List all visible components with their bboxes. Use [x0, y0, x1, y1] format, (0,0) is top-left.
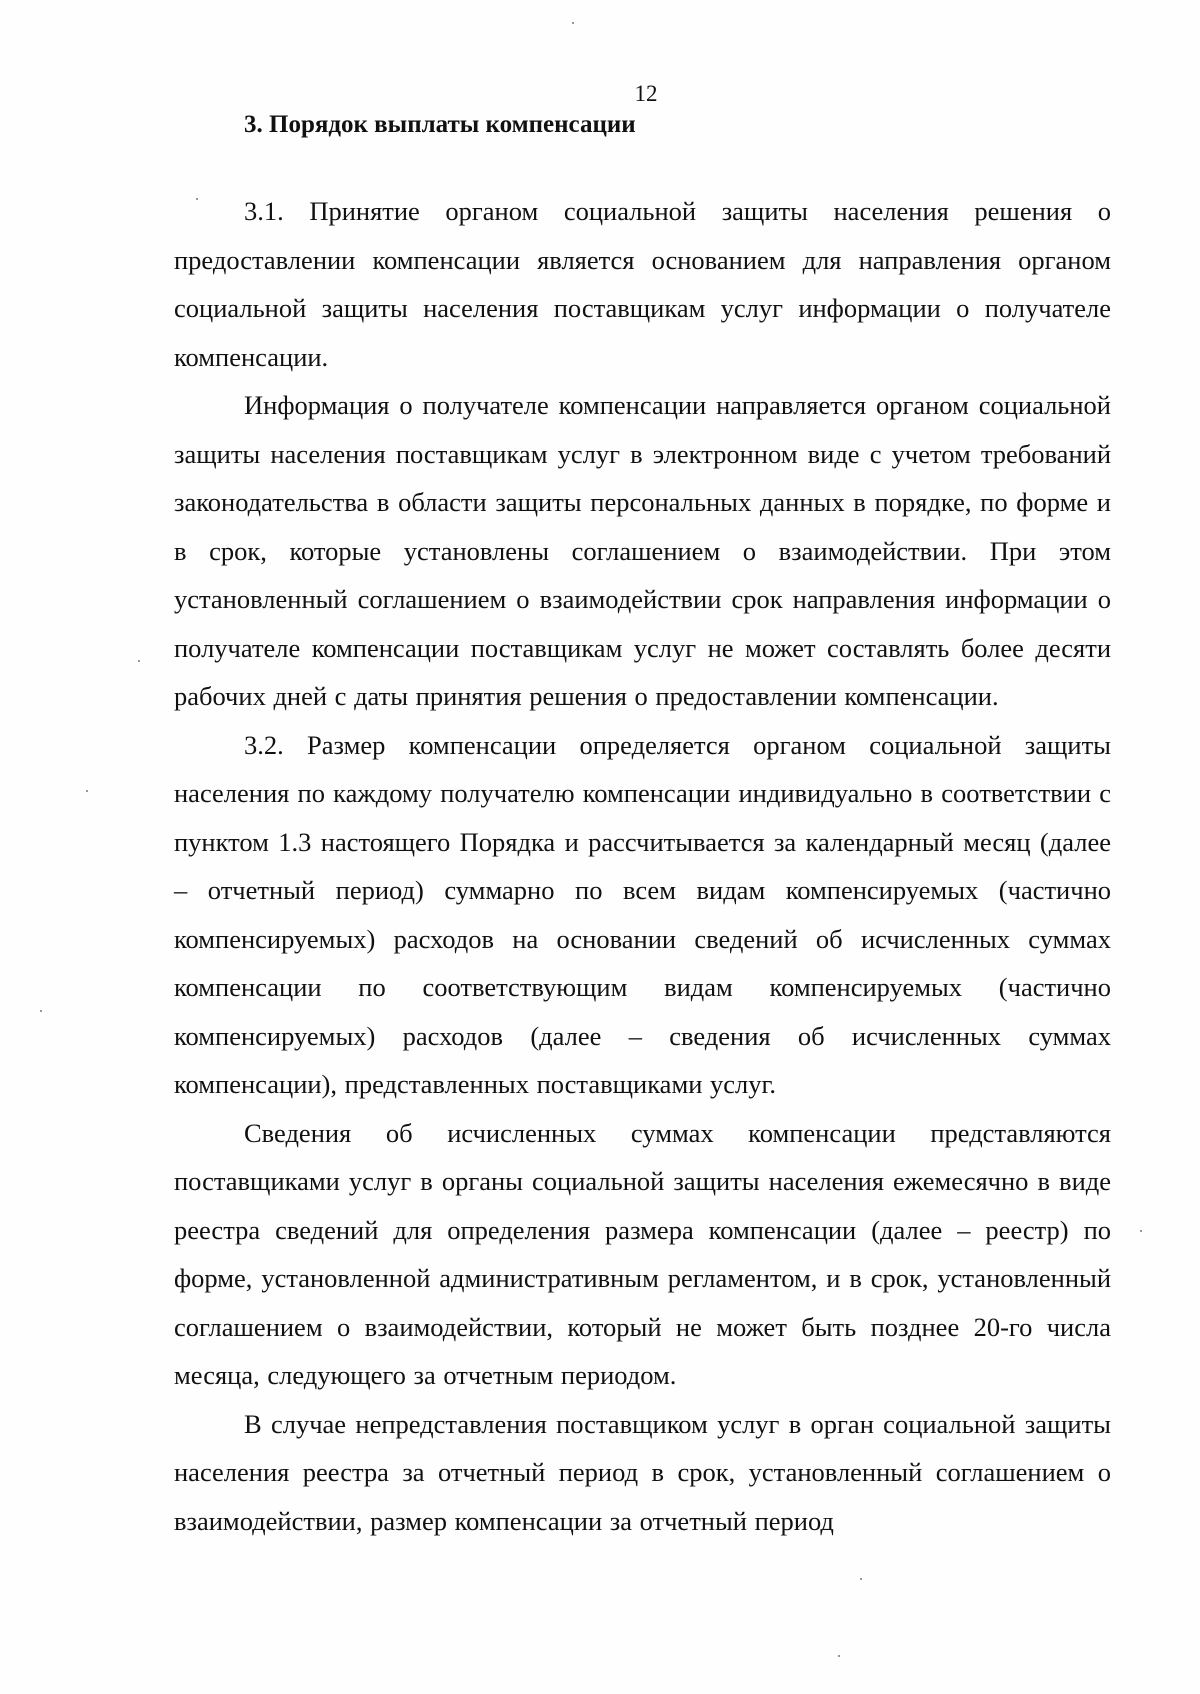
paragraph-recipient-info: Информация о получателе компенсации направляется органом социальной защиты населения поставщикам услуг в электронном виде с учетом требований законодательства в области защиты персональных данных в порядке, по форме и в срок, которые установлены соглашением о взаимодействии. При этом установленный соглашением о взаимодействии срок направления информации о получателе компенсации поставщикам услуг не может составлять более десяти рабочих дней с даты принятия решения о предоставлении компенсации.: [174, 390, 1111, 711]
scan-speck: [86, 790, 88, 792]
scan-speck: [860, 1578, 862, 1580]
paragraph-registry: Сведения об исчисленных суммах компенсации представляются поставщиками услуг в органы социальной защиты населения ежемесячно в виде реестра сведений для определения размера компенсации (далее – реестр) по форме, установленной административным регламентом, и в срок, установленный соглашением о взаимодействии, который не может быть позднее 20-го числа месяца, следующего за отчетным периодом.: [174, 1117, 1111, 1390]
scan-speck: [838, 1655, 840, 1657]
scan-speck: [196, 198, 198, 200]
scan-speck: [1140, 1230, 1142, 1232]
document-body: [174, 187, 1111, 1545]
paragraph-3-2: 3.2. Размер компенсации определяется органом социальной защиты населения по каждому получателю компенсации индивидуально в соответствии с пунктом 1.3 настоящего Порядка и рассчитывается за календарный месяц (далее – отчетный период) суммарно по всем видам компенсируемых (частично компенсируемых) расходов на основании сведений об исчисленных суммах компенсации по соответствующим видам компенсируемых (частично компенсируемых) расходов (далее – сведения об исчисленных суммах компенсации), представленных поставщиками услуг.: [174, 729, 1111, 1099]
paragraph-3-1: 3.1. Принятие органом социальной защиты населения решения о предоставлении компенсации является основанием для направления органом социальной защиты населения поставщикам услуг информации о получателе компенсации.: [174, 196, 1111, 372]
scan-speck: [572, 22, 574, 24]
section-title: 3. Порядок выплаты компенсации: [244, 111, 636, 138]
scan-speck: [138, 660, 140, 662]
page-number: 12: [634, 81, 658, 106]
paragraph-non-submission: В случае непредставления поставщиком услуг в орган социальной защиты населения реестра за отчетный период в срок, установленный соглашением о взаимодействии, размер компенсации за отчетный период: [174, 1408, 1111, 1536]
scan-speck: [40, 1010, 42, 1012]
